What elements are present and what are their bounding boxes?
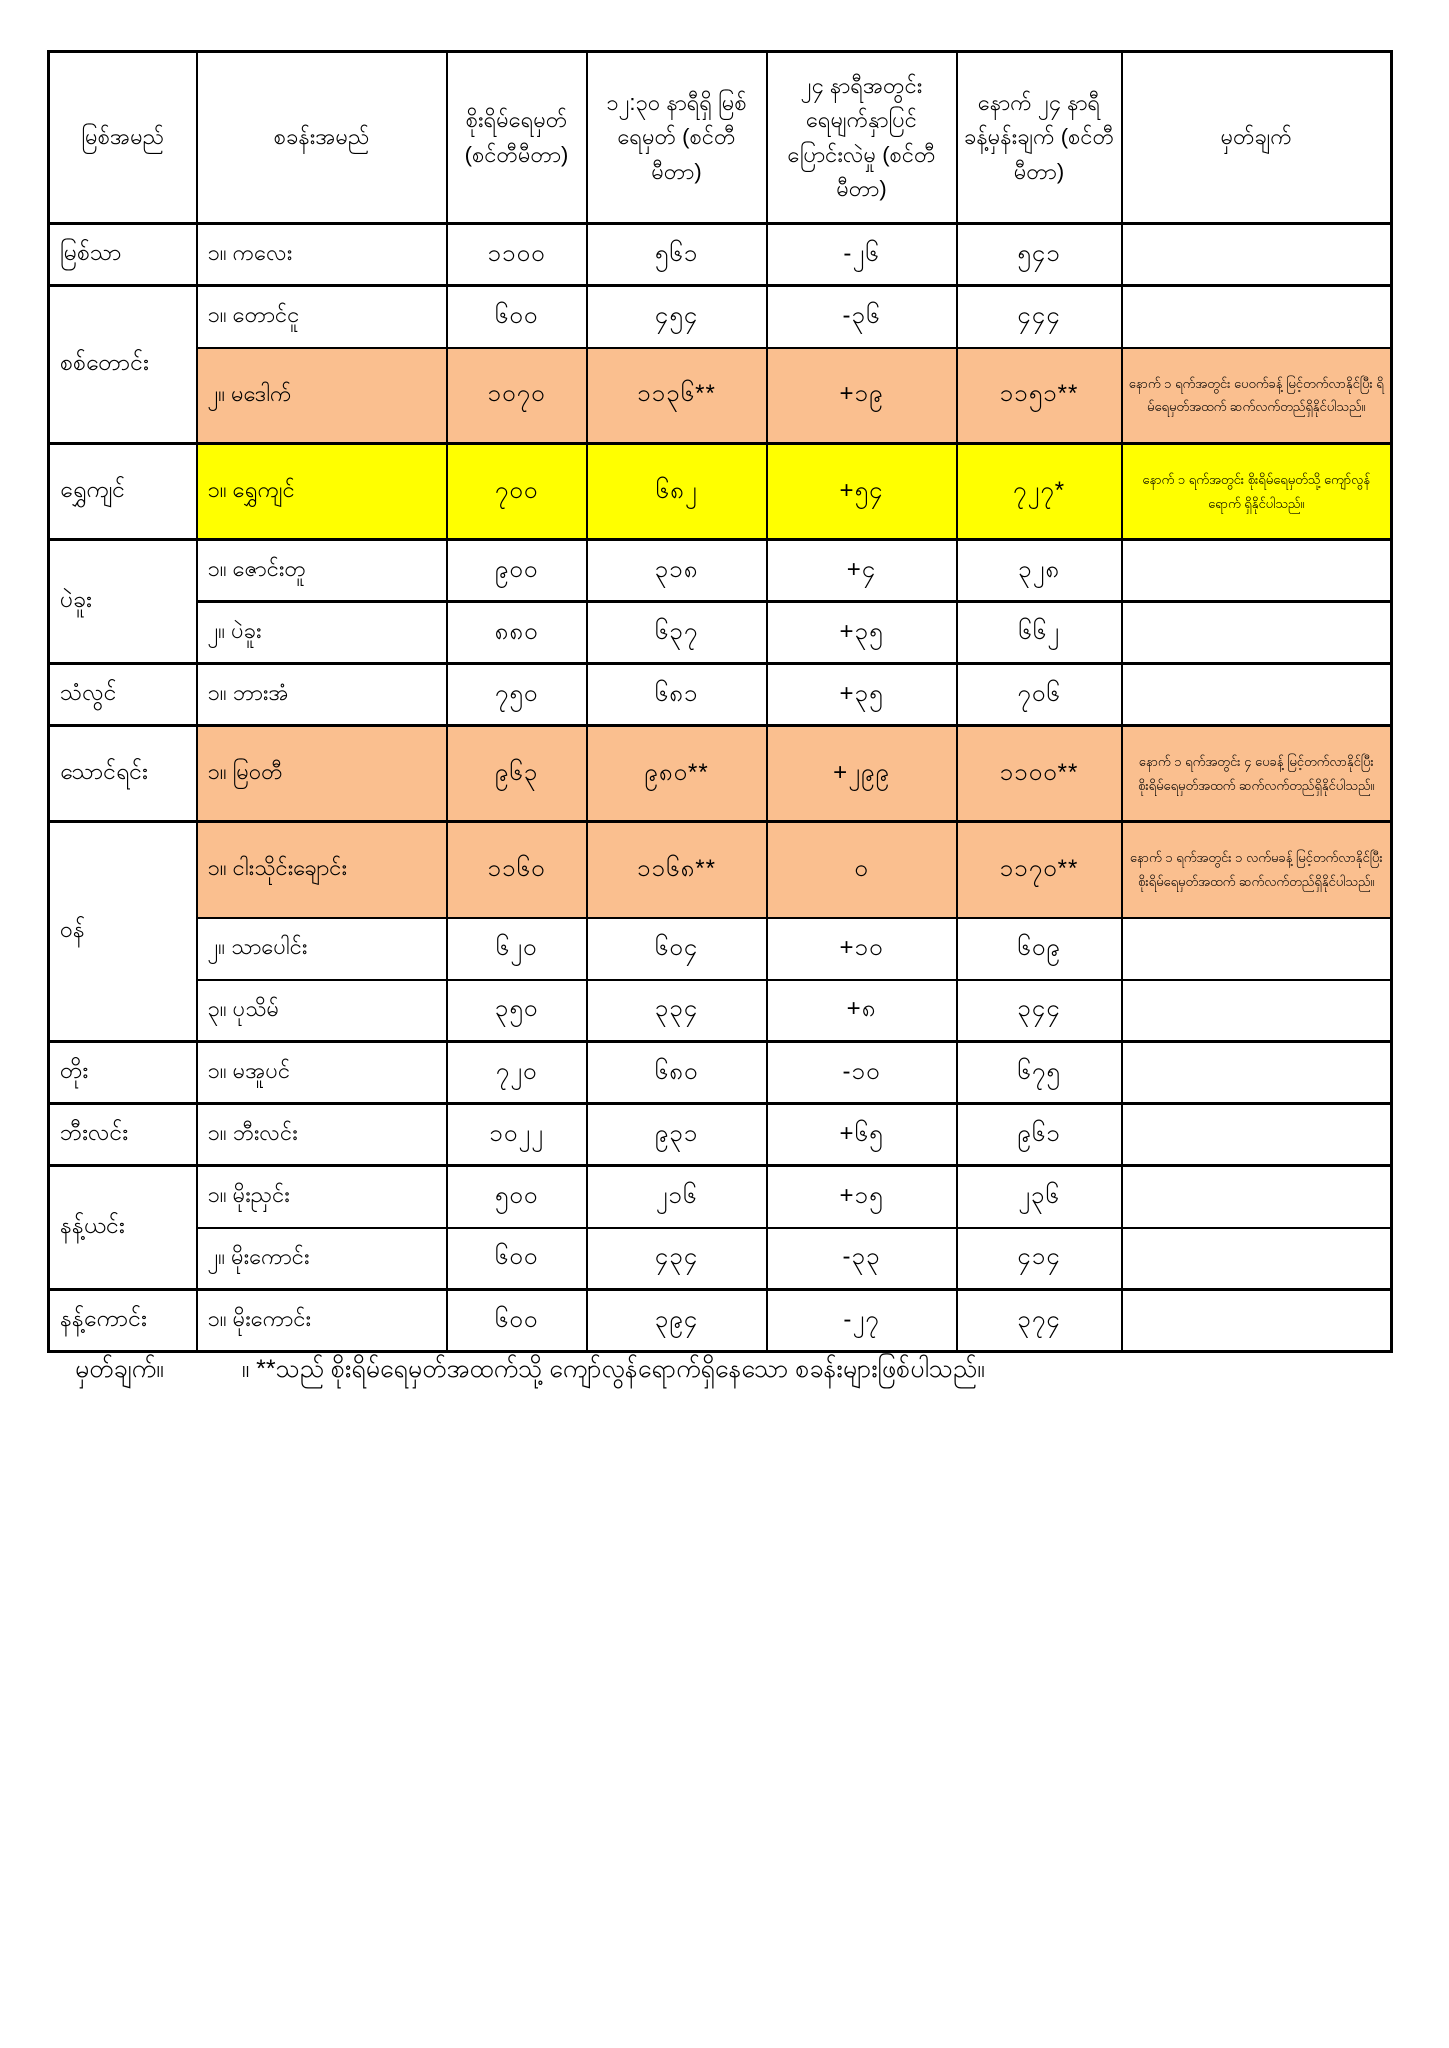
remark-cell: နောက် ၁ ရက်အတွင်း ၁ လက်မခန့် မြင့်တက်လာနိုင်ပြီး စိုးရိမ်ရေမှတ်အထက် ဆက်လက်တည်ရှိနိုင်ပါသည်။: [1122, 822, 1392, 918]
danger-level-cell: ၈၈၀: [447, 602, 587, 664]
table-row: [49, 918, 1392, 980]
change-cell: +၃၅: [767, 664, 957, 726]
forecast-cell: ၃၂၈: [957, 540, 1122, 602]
water-level-cell: ၆၈၂: [587, 444, 767, 540]
water-level-cell: ၅၆၁: [587, 224, 767, 286]
remark-cell: [1122, 1042, 1392, 1104]
table-row: [49, 602, 1392, 664]
forecast-cell: ၇၀၆: [957, 664, 1122, 726]
col-header-remark: မှတ်ချက်: [1122, 52, 1392, 224]
station-cell: ၁။ မြဝတီ: [197, 726, 447, 822]
forecast-cell: ၅၄၁: [957, 224, 1122, 286]
river-name-cell: ပဲခူး: [49, 540, 197, 664]
table-row: [49, 726, 1392, 822]
col-header-24hr-change: ၂၄ နာရီအတွင်း ရေမျက်နှာပြင် ပြောင်းလဲမှု (စင်တီမီတာ): [767, 52, 957, 224]
table-row: [49, 224, 1392, 286]
table-row: [49, 980, 1392, 1042]
col-header-next-24hr-forecast: နောက် ၂၄ နာရီ ခန့်မှန်းချက် (စင်တီမီတာ): [957, 52, 1122, 224]
col-header-station-name: စခန်းအမည်: [197, 52, 447, 224]
table-row: [49, 1166, 1392, 1228]
flood-report-table: [47, 50, 1393, 1353]
danger-level-cell: ၆၀၀: [447, 286, 587, 348]
change-cell: +၁၀: [767, 918, 957, 980]
change-cell: +၁၅: [767, 1166, 957, 1228]
col-header-river-name: မြစ်အမည်: [49, 52, 197, 224]
water-level-cell: ၃၉၄: [587, 1290, 767, 1352]
forecast-cell: ၃၄၄: [957, 980, 1122, 1042]
water-level-cell: ၃၃၄: [587, 980, 767, 1042]
remark-cell: [1122, 980, 1392, 1042]
danger-level-cell: ၉၆၃: [447, 726, 587, 822]
remark-cell: [1122, 918, 1392, 980]
remark-cell: နောက် ၁ ရက်အတွင်း ၄ ပေခန့် မြင့်တက်လာနိုင်ပြီး စိုးရိမ်ရေမှတ်အထက် ဆက်လက်တည်ရှိနိုင်ပါသည်။: [1122, 726, 1392, 822]
danger-level-cell: ၁၁၀၀: [447, 224, 587, 286]
change-cell: -၂၆: [767, 224, 957, 286]
water-level-cell: ၆၈၁: [587, 664, 767, 726]
water-level-cell: ၆၈၀: [587, 1042, 767, 1104]
water-level-cell: ၁၁၆၈**: [587, 822, 767, 918]
river-name-cell: သောင်ရင်း: [49, 726, 197, 822]
water-level-cell: ၆၀၄: [587, 918, 767, 980]
water-level-cell: ၆၃၇: [587, 602, 767, 664]
station-cell: ၁။ မိုးကောင်း: [197, 1290, 447, 1352]
table-body: [49, 224, 1392, 1352]
danger-level-cell: ၇၂၀: [447, 1042, 587, 1104]
change-cell: -၃၃: [767, 1228, 957, 1290]
remark-cell: [1122, 286, 1392, 348]
water-level-cell: ၉၈၀**: [587, 726, 767, 822]
station-cell: ၁။ ဘားအံ: [197, 664, 447, 726]
water-level-cell: ၄၃၄: [587, 1228, 767, 1290]
remark-cell: [1122, 664, 1392, 726]
station-cell: ၁။ မိုးညှင်း: [197, 1166, 447, 1228]
remark-cell: [1122, 1228, 1392, 1290]
river-name-cell: စစ်တောင်း: [49, 286, 197, 444]
danger-level-cell: ၇၅၀: [447, 664, 587, 726]
remark-cell: နောက် ၁ ရက်အတွင်း ပေဝက်ခန့် မြင့်တက်လာနိုင်ပြီး ရိမ်ရေမှတ်အထက် ဆက်လက်တည်ရှိနိုင်ပါသည်။: [1122, 348, 1392, 444]
forecast-cell: ၁၁၀၀**: [957, 726, 1122, 822]
forecast-cell: ၇၂၇*: [957, 444, 1122, 540]
danger-level-cell: ၉၀၀: [447, 540, 587, 602]
danger-level-cell: ၆၂၀: [447, 918, 587, 980]
change-cell: +၄: [767, 540, 957, 602]
danger-level-cell: ၃၅၀: [447, 980, 587, 1042]
danger-level-cell: ၁၁၆၀: [447, 822, 587, 918]
change-cell: +၈: [767, 980, 957, 1042]
change-cell: -၁၀: [767, 1042, 957, 1104]
forecast-cell: ၆၇၅: [957, 1042, 1122, 1104]
table-row: [49, 822, 1392, 918]
river-name-cell: သံလွင်: [49, 664, 197, 726]
remark-cell: [1122, 224, 1392, 286]
change-cell: -၂၇: [767, 1290, 957, 1352]
remark-cell: [1122, 1290, 1392, 1352]
col-header-danger-level: စိုးရိမ်ရေမှတ် (စင်တီမီတာ): [447, 52, 587, 224]
river-name-cell: တိုး: [49, 1042, 197, 1104]
change-cell: ၀: [767, 822, 957, 918]
river-name-cell: ဘီးလင်း: [49, 1104, 197, 1166]
station-cell: ၁။ ဇောင်းတူ: [197, 540, 447, 602]
header-row: [49, 52, 1392, 224]
danger-level-cell: ၅၀၀: [447, 1166, 587, 1228]
station-cell: ၂။ မဒေါက်: [197, 348, 447, 444]
remark-cell: [1122, 602, 1392, 664]
table-row: [49, 540, 1392, 602]
forecast-cell: ၆၀၉: [957, 918, 1122, 980]
water-level-cell: ၃၁၈: [587, 540, 767, 602]
station-cell: ၂။ ပဲခူး: [197, 602, 447, 664]
change-cell: +၆၅: [767, 1104, 957, 1166]
footer-note-text: ။ **သည် စိုးရိမ်ရေမှတ်အထက်သို့ ကျော်လွန်ရောက်ရှိနေသော စခန်းများဖြစ်ပါသည်။: [241, 1355, 985, 1383]
table-row: [49, 664, 1392, 726]
table-row: [49, 1290, 1392, 1352]
station-cell: ၁။ ငါးသိုင်းချောင်း: [197, 822, 447, 918]
station-cell: ၂။ မိုးကောင်း: [197, 1228, 447, 1290]
danger-level-cell: ၇၀၀: [447, 444, 587, 540]
remark-cell: [1122, 1104, 1392, 1166]
station-cell: ၁။ ဘီးလင်း: [197, 1104, 447, 1166]
forecast-cell: ၄၄၄: [957, 286, 1122, 348]
river-name-cell: ဝန်: [49, 822, 197, 1042]
danger-level-cell: ၁၀၇၀: [447, 348, 587, 444]
change-cell: +၅၄: [767, 444, 957, 540]
river-name-cell: နန့်ကောင်း: [49, 1290, 197, 1352]
footer-note-label: မှတ်ချက်။: [75, 1355, 164, 1383]
station-cell: ၁။ ကလေး: [197, 224, 447, 286]
danger-level-cell: ၆၀၀: [447, 1228, 587, 1290]
forecast-cell: ၁၁၇၀**: [957, 822, 1122, 918]
river-name-cell: ရွှေကျင်: [49, 444, 197, 540]
station-cell: ၁။ ရွှေကျင်: [197, 444, 447, 540]
danger-level-cell: ၁၀၂၂: [447, 1104, 587, 1166]
change-cell: +၂၉၉: [767, 726, 957, 822]
station-cell: ၂။ သာပေါင်း: [197, 918, 447, 980]
change-cell: +၁၉: [767, 348, 957, 444]
remark-cell: [1122, 1166, 1392, 1228]
station-cell: ၃။ ပုသိမ်: [197, 980, 447, 1042]
station-cell: ၁။ တောင်ငူ: [197, 286, 447, 348]
water-level-cell: ၉၃၁: [587, 1104, 767, 1166]
river-name-cell: နန့်ယင်း: [49, 1166, 197, 1290]
change-cell: -၃၆: [767, 286, 957, 348]
table-row: [49, 1228, 1392, 1290]
change-cell: +၃၅: [767, 602, 957, 664]
forecast-cell: ၂၃၆: [957, 1166, 1122, 1228]
remark-cell: [1122, 540, 1392, 602]
water-level-cell: ၂၁၆: [587, 1166, 767, 1228]
remark-cell: နောက် ၁ ရက်အတွင်း စိုးရိမ်ရေမှတ်သို့ ကျော်လွန်ရောက် ရှိနိုင်ပါသည်။: [1122, 444, 1392, 540]
forecast-cell: ၆၆၂: [957, 602, 1122, 664]
table-row: [49, 444, 1392, 540]
river-name-cell: မြစ်သာ: [49, 224, 197, 286]
table-row: [49, 1104, 1392, 1166]
forecast-cell: ၁၁၅၁**: [957, 348, 1122, 444]
water-level-cell: ၁၁၃၆**: [587, 348, 767, 444]
col-header-water-level-1230: ၁၂:၃၀ နာရီရှိ မြစ်ရေမှတ် (စင်တီမီတာ): [587, 52, 767, 224]
footer-note: [75, 1353, 1395, 1390]
table-row: [49, 286, 1392, 348]
forecast-cell: ၉၆၁: [957, 1104, 1122, 1166]
table-row: [49, 348, 1392, 444]
table-row: [49, 1042, 1392, 1104]
station-cell: ၁။ မအူပင်: [197, 1042, 447, 1104]
danger-level-cell: ၆၀၀: [447, 1290, 587, 1352]
water-level-cell: ၄၅၄: [587, 286, 767, 348]
forecast-cell: ၄၁၄: [957, 1228, 1122, 1290]
forecast-cell: ၃၇၄: [957, 1290, 1122, 1352]
